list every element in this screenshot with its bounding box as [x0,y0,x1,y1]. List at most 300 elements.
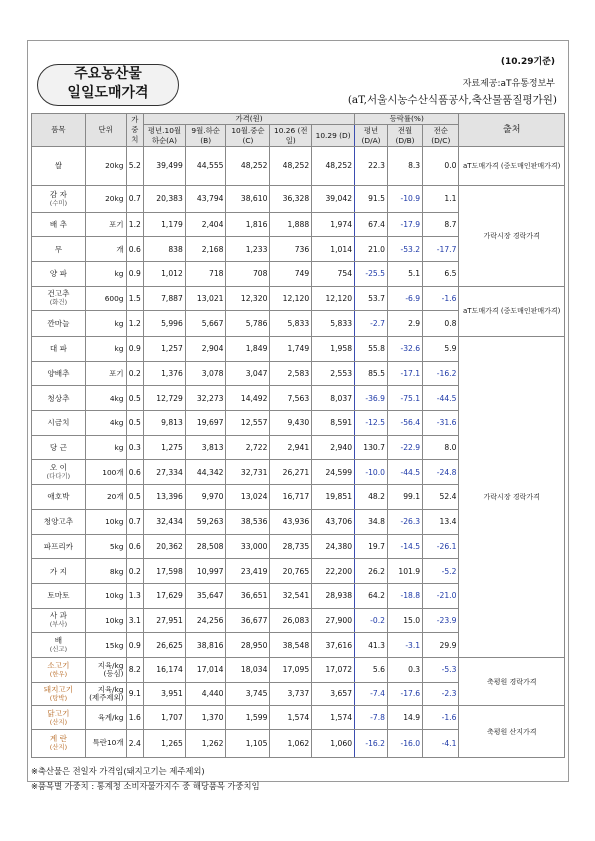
footnote-weights: ※품목별 가중치 : 통계청 소비자물가지수 중 해당품목 가중치임 [31,781,260,791]
item-label: 양 파 [49,269,67,279]
item-name [32,337,86,362]
table-row [32,706,565,730]
change-da: -7.8 [355,706,388,730]
price-prev: 1,749 [270,337,312,362]
item-name [32,411,86,436]
change-db: -44.5 [387,460,422,485]
price-sep: 3,813 [185,435,226,460]
item-name [32,286,86,311]
price-avg: 16,174 [144,657,186,682]
price-oct: 38,610 [226,185,270,212]
change-dc: -1.6 [423,286,459,311]
header-dc: 전순 (D/C) [423,125,459,147]
price-prev: 48,252 [270,147,312,186]
item-variety: (신고) [49,645,68,654]
price-avg: 838 [144,237,186,262]
price-oct: 1,849 [226,337,270,362]
item-weight: 1.6 [126,706,144,730]
change-da: 55.8 [355,337,388,362]
price-sep: 38,816 [185,633,226,658]
price-oct: 48,252 [226,147,270,186]
price-oct: 12,320 [226,286,270,311]
item-variety: (산지) [49,743,68,752]
item-variety: (탕박) [49,693,68,702]
price-avg: 5,996 [144,311,186,337]
price-avg: 17,629 [144,583,186,608]
header-db: 전월 (D/B) [387,125,422,147]
item-name [32,212,86,237]
change-da: 64.2 [355,583,388,608]
change-dc: 8.0 [423,435,459,460]
item-unit: 100개 [85,460,126,485]
price-today: 754 [312,261,355,286]
price-avg: 7,887 [144,286,186,311]
price-prev: 20,765 [270,559,312,584]
item-unit: 5kg [85,534,126,559]
change-da: 19.7 [355,534,388,559]
price-prev: 43,936 [270,509,312,534]
price-today: 1,574 [312,706,355,730]
price-prev: 2,941 [270,435,312,460]
price-avg: 1,179 [144,212,186,237]
price-today: 27,900 [312,608,355,633]
price-today: 39,042 [312,185,355,212]
change-da: -16.2 [355,729,388,757]
change-db: -17.9 [387,212,422,237]
price-sep: 19,697 [185,411,226,436]
item-label: 오 이 [49,463,67,473]
report-title-line1: 주요농산물 [74,66,142,82]
item-weight: 0.9 [126,633,144,658]
item-label: 양배추 [47,369,70,379]
price-oct: 14,492 [226,386,270,411]
price-today: 1,958 [312,337,355,362]
price-today: 8,591 [312,411,355,436]
change-dc: -24.8 [423,460,459,485]
item-weight: 0.7 [126,185,144,212]
header-source: 출처 [459,114,565,147]
price-table-body [32,147,565,758]
price-prev: 38,548 [270,633,312,658]
change-da: 53.7 [355,286,388,311]
price-sep: 17,014 [185,657,226,682]
table-row [32,337,565,362]
item-name [32,435,86,460]
source-cell: 축평원 산지가격 [459,706,565,758]
item-label: 깐마늘 [47,319,70,329]
price-today: 43,706 [312,509,355,534]
header-change-group: 등락률(%) [355,114,459,125]
item-label: 건고추 [47,289,70,299]
price-avg: 3,951 [144,682,186,706]
source-cell: aT도매가격 (중도매인판매가격) [459,147,565,186]
item-weight: 0.2 [126,559,144,584]
price-today: 12,120 [312,286,355,311]
item-weight: 1.5 [126,286,144,311]
item-unit: 포기 [85,212,126,237]
price-oct: 18,034 [226,657,270,682]
change-db: -22.9 [387,435,422,460]
price-avg: 20,383 [144,185,186,212]
change-dc: -44.5 [423,386,459,411]
price-avg: 1,265 [144,729,186,757]
header-avg: 평년.10월 하순(A) [144,125,186,147]
change-db: -17.1 [387,361,422,386]
change-da: 48.2 [355,485,388,510]
change-dc: -16.2 [423,361,459,386]
item-name [32,237,86,262]
change-da: 85.5 [355,361,388,386]
price-avg: 12,729 [144,386,186,411]
footnote-livestock: ※축산물은 전일자 가격임(돼지고기는 제주제외) [31,766,205,776]
price-prev: 1,062 [270,729,312,757]
item-weight: 3.1 [126,608,144,633]
item-weight: 9.1 [126,682,144,706]
change-dc: -23.9 [423,608,459,633]
source-cell: 가락시장 경락가격 [459,337,565,658]
change-dc: -17.7 [423,237,459,262]
item-name [32,311,86,337]
change-db: -26.3 [387,509,422,534]
price-today: 1,014 [312,237,355,262]
price-today: 48,252 [312,147,355,186]
change-dc: 1.1 [423,185,459,212]
change-dc: -4.1 [423,729,459,757]
item-unit: 15kg [85,633,126,658]
item-weight: 0.6 [126,534,144,559]
item-unit: 600g [85,286,126,311]
price-today: 5,833 [312,311,355,337]
item-unit: 10kg [85,509,126,534]
price-today: 1,060 [312,729,355,757]
change-da: 34.8 [355,509,388,534]
price-prev: 36,328 [270,185,312,212]
change-dc: 5.9 [423,337,459,362]
data-sources: (aT,서울시농수산식품공사,축산물품질평가원) [347,94,557,106]
change-db: -10.9 [387,185,422,212]
item-label: 청상추 [47,393,70,403]
header-sep: 9월.하순 (B) [185,125,226,147]
item-unit: 육계/kg [85,706,126,730]
price-prev: 7,563 [270,386,312,411]
item-weight: 2.4 [126,729,144,757]
item-unit: 8kg [85,559,126,584]
item-unit: 20kg [85,185,126,212]
item-name [32,261,86,286]
change-db: 0.3 [387,657,422,682]
price-today: 1,974 [312,212,355,237]
price-prev: 26,271 [270,460,312,485]
change-da: 67.4 [355,212,388,237]
item-name [32,559,86,584]
price-oct: 38,536 [226,509,270,534]
price-avg: 27,334 [144,460,186,485]
change-dc: -5.3 [423,657,459,682]
price-oct: 2,722 [226,435,270,460]
item-name [32,534,86,559]
price-oct: 708 [226,261,270,286]
item-weight: 0.2 [126,361,144,386]
header-prev: 10.26 (전일) [270,125,312,147]
item-variety: (한우) [49,669,68,678]
item-name [32,608,86,633]
item-name [32,633,86,658]
report-title-line2: 일일도매가격 [67,85,149,101]
change-da: 5.6 [355,657,388,682]
price-oct: 23,419 [226,559,270,584]
item-weight: 0.3 [126,435,144,460]
price-avg: 9,813 [144,411,186,436]
item-variety: (부사) [49,620,68,629]
price-prev: 12,120 [270,286,312,311]
price-sep: 2,404 [185,212,226,237]
price-sep: 1,262 [185,729,226,757]
price-oct: 33,000 [226,534,270,559]
change-da: -10.0 [355,460,388,485]
item-unit: 10kg [85,583,126,608]
price-avg: 1,376 [144,361,186,386]
item-weight: 1.2 [126,311,144,337]
item-label: 시금치 [47,418,70,428]
price-today: 24,380 [312,534,355,559]
item-weight: 0.5 [126,485,144,510]
item-unit: kg [85,261,126,286]
item-label: 계 란 [49,734,67,744]
change-db: -14.5 [387,534,422,559]
price-today: 2,553 [312,361,355,386]
price-avg: 1,257 [144,337,186,362]
item-unit: 4kg [85,411,126,436]
price-oct: 3,047 [226,361,270,386]
change-db: -53.2 [387,237,422,262]
price-sep: 44,555 [185,147,226,186]
item-weight: 8.2 [126,657,144,682]
data-provider: 자료제공:aT유통정보부 [462,79,555,89]
price-oct: 3,745 [226,682,270,706]
price-today: 22,200 [312,559,355,584]
price-avg: 13,396 [144,485,186,510]
price-avg: 27,951 [144,608,186,633]
header-item: 품목 [32,114,86,147]
report-title [37,64,179,106]
price-sep: 2,168 [185,237,226,262]
price-oct: 36,651 [226,583,270,608]
price-oct: 28,950 [226,633,270,658]
item-label: 돼지고기 [43,684,74,694]
change-da: 26.2 [355,559,388,584]
price-today: 8,037 [312,386,355,411]
price-oct: 1,233 [226,237,270,262]
price-prev: 2,583 [270,361,312,386]
item-unit: 20개 [85,485,126,510]
item-label: 쌀 [54,161,63,171]
price-today: 19,851 [312,485,355,510]
table-row [32,147,565,186]
item-unit: 10kg [85,608,126,633]
price-table [31,113,565,758]
price-prev: 736 [270,237,312,262]
item-label: 감 자 [49,189,67,199]
price-prev: 1,888 [270,212,312,237]
change-dc: -31.6 [423,411,459,436]
change-dc: 6.5 [423,261,459,286]
price-sep: 13,021 [185,286,226,311]
price-sep: 4,440 [185,682,226,706]
change-db: 5.1 [387,261,422,286]
item-weight: 0.6 [126,460,144,485]
item-name [32,657,86,682]
item-label: 무 [54,244,63,254]
item-label: 배 [54,636,63,646]
item-name [32,147,86,186]
change-db: -75.1 [387,386,422,411]
price-oct: 13,024 [226,485,270,510]
price-prev: 9,430 [270,411,312,436]
price-prev: 1,574 [270,706,312,730]
change-da: -25.5 [355,261,388,286]
item-label: 청양고추 [43,517,74,527]
item-name [32,583,86,608]
change-dc: 8.7 [423,212,459,237]
price-avg: 39,499 [144,147,186,186]
header-unit: 단위 [85,114,126,147]
footnotes [31,764,260,794]
change-db: 15.0 [387,608,422,633]
item-label: 애호박 [47,492,70,502]
price-prev: 5,833 [270,311,312,337]
item-label: 대 파 [49,344,67,354]
change-dc: -5.2 [423,559,459,584]
item-unit: 개 [85,237,126,262]
change-da: -2.7 [355,311,388,337]
item-name [32,509,86,534]
date-stamp: (10.29기준) [500,57,555,67]
change-db: 14.9 [387,706,422,730]
price-sep: 32,273 [185,386,226,411]
item-weight: 0.9 [126,337,144,362]
header-today: 10.29 (D) [312,125,355,147]
change-da: -12.5 [355,411,388,436]
price-sep: 3,078 [185,361,226,386]
item-variety: (산지) [49,717,68,726]
item-unit: 4kg [85,386,126,411]
change-da: 130.7 [355,435,388,460]
item-variety: (다다기) [46,472,71,481]
change-db: -6.9 [387,286,422,311]
change-db: -56.4 [387,411,422,436]
header-weight: 가중치 [126,114,144,147]
price-today: 3,657 [312,682,355,706]
price-oct: 36,677 [226,608,270,633]
change-db: 101.9 [387,559,422,584]
price-avg: 1,012 [144,261,186,286]
price-prev: 749 [270,261,312,286]
price-sep: 28,508 [185,534,226,559]
table-row [32,657,565,682]
item-name [32,682,86,706]
price-oct: 12,557 [226,411,270,436]
price-sep: 2,904 [185,337,226,362]
price-oct: 1,105 [226,729,270,757]
price-avg: 26,625 [144,633,186,658]
price-avg: 20,362 [144,534,186,559]
item-unit: 포기 [85,361,126,386]
header-da: 평년 (D/A) [355,125,388,147]
item-weight: 1.2 [126,212,144,237]
price-today: 37,616 [312,633,355,658]
change-dc: 0.8 [423,311,459,337]
change-dc: -2.3 [423,682,459,706]
price-prev: 16,717 [270,485,312,510]
source-cell: aT도매가격 (중도매인판매가격) [459,286,565,336]
item-unit: 지육/kg (제주제외) [85,682,126,706]
price-sep: 10,997 [185,559,226,584]
item-unit: 특란10개 [85,729,126,757]
price-prev: 26,083 [270,608,312,633]
change-db: -3.1 [387,633,422,658]
item-label: 토마토 [47,591,70,601]
price-avg: 1,275 [144,435,186,460]
table-row [32,286,565,311]
change-db: -32.6 [387,337,422,362]
item-weight: 0.9 [126,261,144,286]
item-weight: 0.7 [126,509,144,534]
change-dc: 13.4 [423,509,459,534]
item-name [32,460,86,485]
price-today: 2,940 [312,435,355,460]
item-name [32,729,86,757]
item-unit: kg [85,311,126,337]
change-db: -18.8 [387,583,422,608]
change-dc: -26.1 [423,534,459,559]
price-prev: 32,541 [270,583,312,608]
item-label: 닭고기 [47,708,70,718]
price-prev: 28,735 [270,534,312,559]
item-weight: 0.5 [126,386,144,411]
item-name [32,386,86,411]
item-name [32,485,86,510]
header-price-group: 가격(원) [144,114,355,125]
price-sep: 1,370 [185,706,226,730]
item-variety: (수미) [49,198,68,207]
change-dc: 52.4 [423,485,459,510]
price-today: 24,599 [312,460,355,485]
price-avg: 1,707 [144,706,186,730]
change-da: 91.5 [355,185,388,212]
price-oct: 32,731 [226,460,270,485]
price-oct: 5,786 [226,311,270,337]
item-unit: 20kg [85,147,126,186]
item-unit: kg [85,435,126,460]
price-sep: 9,970 [185,485,226,510]
price-prev: 3,737 [270,682,312,706]
price-sep: 5,667 [185,311,226,337]
price-sep: 43,794 [185,185,226,212]
price-today: 17,072 [312,657,355,682]
item-name [32,706,86,730]
table-row [32,185,565,212]
change-db: -16.0 [387,729,422,757]
item-weight: 0.5 [126,411,144,436]
change-db: -17.6 [387,682,422,706]
price-avg: 17,598 [144,559,186,584]
change-db: 8.3 [387,147,422,186]
change-da: 21.0 [355,237,388,262]
change-da: 41.3 [355,633,388,658]
item-label: 사 과 [49,611,67,621]
item-weight: 0.6 [126,237,144,262]
item-unit: 지육/kg (등심) [85,657,126,682]
